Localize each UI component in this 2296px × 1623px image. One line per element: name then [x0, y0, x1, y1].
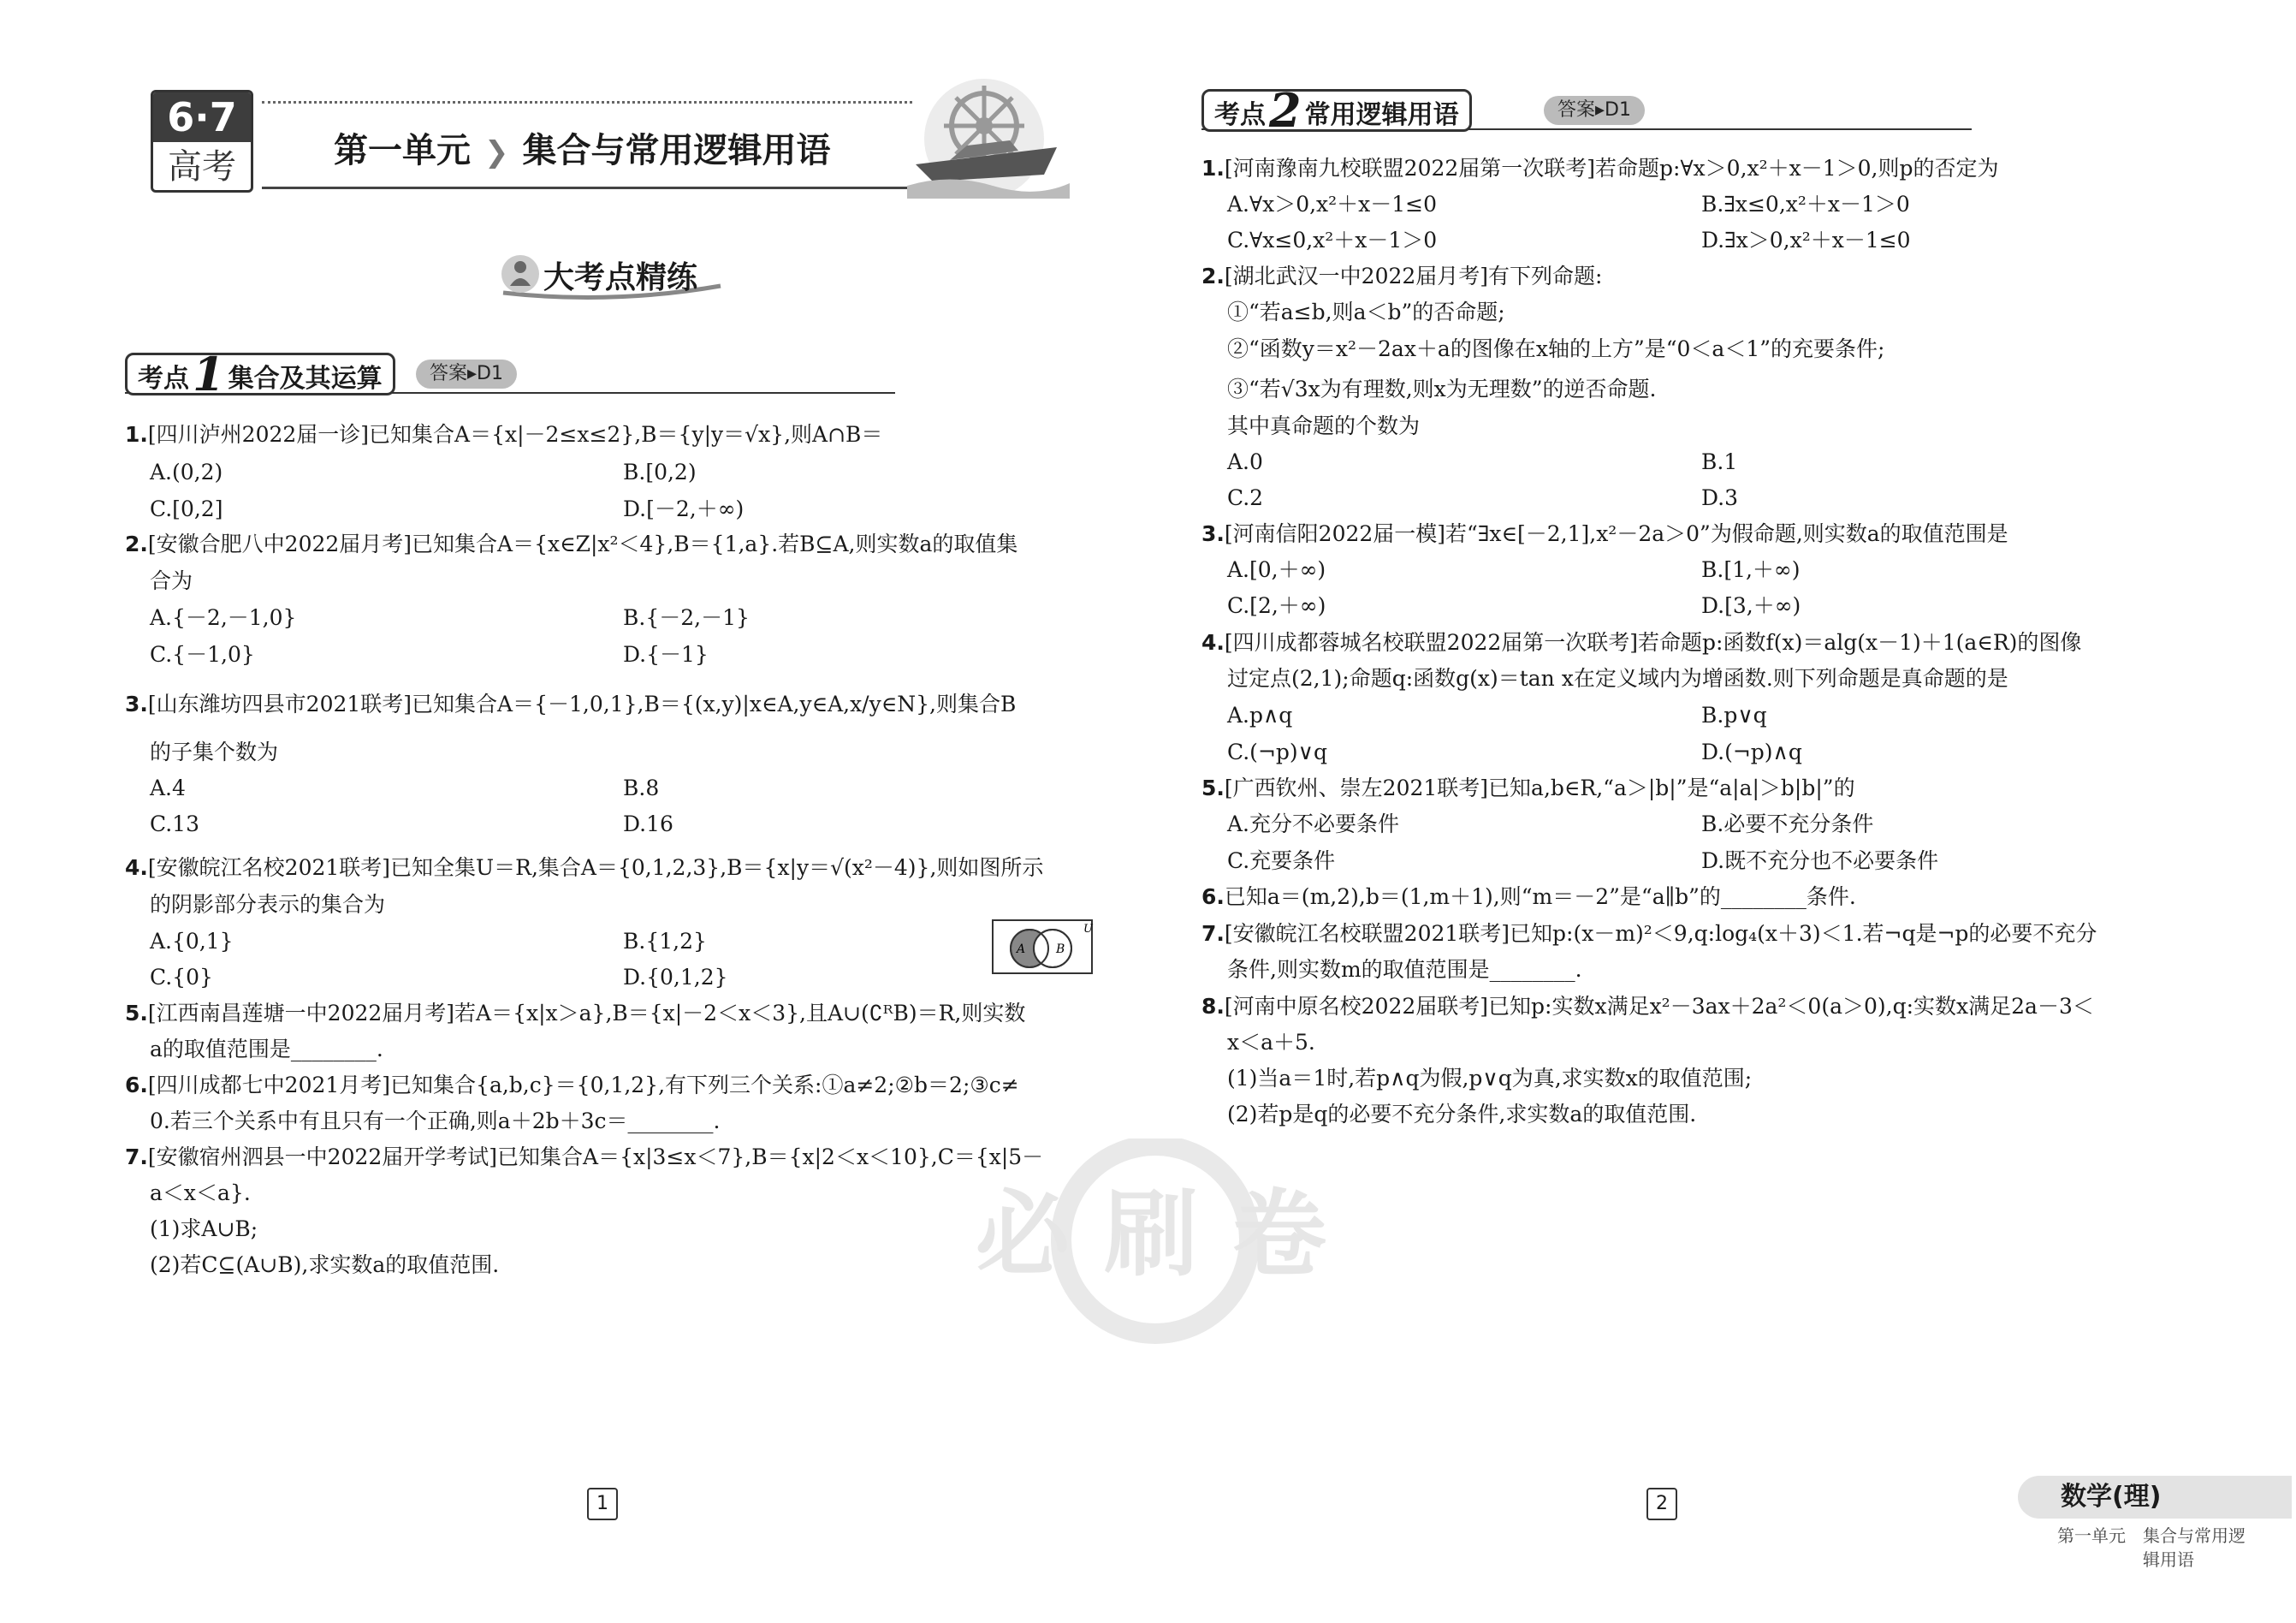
- question-4: 4.[安徽皖江名校2021联考]已知全集U＝R,集合A＝{0,1,2,3},B＝{x|y＝√(x²－4)},则如图所示: [125, 855, 1044, 880]
- question-4-cont: 的阴影部分表示的集合为: [150, 892, 386, 917]
- question-7-cont: 条件,则实数m的取值范围是________.: [1227, 957, 1582, 982]
- question-3-cont: 的子集个数为: [150, 740, 279, 764]
- option-a: A.4: [150, 776, 186, 800]
- option-d: D.{0,1,2}: [623, 965, 728, 990]
- statement-3: ③“若√3x为有理数,则x为无理数”的逆否命题.: [1227, 377, 1657, 401]
- logo-text: 高考: [168, 147, 236, 187]
- option-c: C.充要条件: [1227, 848, 1336, 873]
- question-7-part-1: (1)求A∪B;: [150, 1216, 258, 1241]
- topic-1-header: [125, 347, 895, 401]
- question-7-part-2: (2)若C⊆(A∪B),求实数a的取值范围.: [150, 1252, 500, 1277]
- option-b: B.p∨q: [1701, 703, 1767, 728]
- option-a: A.充分不必要条件: [1227, 812, 1400, 836]
- option-b: B.[1,＋∞): [1701, 557, 1801, 582]
- question-5: 5.[江西南昌莲塘一中2022届月考]若A＝{x|x＞a},B＝{x|－2＜x＜3},且A∪(∁ᴿB)＝R,则实数: [125, 1001, 1026, 1026]
- question-7: 7.[安徽皖江名校联盟2021联考]已知p:(x－m)²＜9,q:log₄(x＋3)＜1.若¬q是¬p的必要不充分: [1201, 921, 2097, 946]
- option-a: A.[0,＋∞): [1227, 557, 1326, 582]
- topic-label: 考点1 集合及其运算: [125, 353, 395, 395]
- header-rule: [262, 187, 912, 189]
- watermark-char-1: 必: [976, 1180, 1070, 1289]
- option-a: A.{0,1}: [150, 929, 234, 954]
- logo-number: 6·7: [153, 92, 251, 142]
- option-d: D.既不充分也不必要条件: [1701, 848, 1939, 873]
- option-a: A.p∧q: [1227, 703, 1293, 728]
- option-c: C.{－1,0}: [150, 642, 255, 667]
- subject-sub-1: 第一单元 集合与常用逻: [2057, 1525, 2246, 1546]
- subject-tab: 数学(理): [2018, 1476, 2292, 1519]
- answer-tag: 答案▸D1: [1544, 96, 1645, 125]
- option-d: D.[3,＋∞): [1701, 593, 1801, 618]
- question-5: 5.[广西钦州、崇左2021联考]已知a,b∈R,“a＞|b|”是“a|a|＞b|b|”的: [1201, 776, 1855, 800]
- question-4: 4.[四川成都蓉城名校联盟2022届第一次联考]若命题p:函数f(x)＝alg(x－1)＋1(a∈R)的图像: [1201, 630, 2082, 655]
- topic-2-header: [1201, 83, 1972, 138]
- unit-heading: [334, 123, 831, 172]
- question-1: 1.[河南豫南九校联盟2022届第一次联考]若命题p:∀x＞0,x²＋x－1＞0,则p的否定为: [1201, 156, 1999, 181]
- venn-label-b: B: [1056, 942, 1065, 956]
- option-a: A.∀x＞0,x²＋x－1≤0: [1227, 192, 1438, 217]
- option-d: D.∃x＞0,x²＋x－1≤0: [1701, 228, 1911, 253]
- venn-diagram: [991, 919, 1094, 975]
- option-a: A.{－2,－1,0}: [150, 605, 297, 630]
- option-b: B.1: [1701, 449, 1738, 474]
- option-a: A.(0,2): [150, 460, 223, 485]
- option-d: D.16: [623, 812, 673, 836]
- question-2: 2.[安徽合肥八中2022届月考]已知集合A＝{x∈Z|x²＜4},B＝{1,a}.若B⊆A,则实数a的取值集: [125, 532, 1018, 556]
- page-number-2: 2: [1646, 1488, 1677, 1520]
- question-3: 3.[山东潍坊四县市2021联考]已知集合A＝{－1,0,1},B＝{(x,y)|x∈A,y∈A,x/y∈N},则集合B: [125, 692, 1017, 716]
- question-2-cont: 合为: [150, 568, 193, 593]
- question-8-part-2: (2)若p是q的必要不充分条件,求实数a的取值范围.: [1227, 1102, 1697, 1127]
- option-c: C.2: [1227, 485, 1264, 510]
- unit-label: 第一单元: [334, 131, 471, 170]
- right-page: [1148, 0, 2296, 1623]
- venn-label-a: A: [1017, 942, 1026, 956]
- topic-label: 考点2 常用逻辑用语: [1201, 89, 1472, 132]
- statement-2: ②“函数y＝x²－2ax＋a的图像在x轴的上方”是“0＜a＜1”的充要条件;: [1227, 336, 1885, 361]
- ship-wheel-icon: [899, 79, 1070, 207]
- option-a: A.0: [1227, 449, 1263, 474]
- venn-label-u: U: [1083, 923, 1093, 936]
- question-3: 3.[河南信阳2022届一模]若“∃x∈[－2,1],x²－2a＞0”为假命题,则实数a的取值范围是: [1201, 521, 2008, 546]
- question-8-cont: x＜a＋5.: [1227, 1030, 1315, 1055]
- unit-title: 集合与常用逻辑用语: [522, 131, 831, 170]
- option-c: C.13: [150, 812, 199, 836]
- option-c: C.[0,2]: [150, 496, 223, 521]
- option-b: B.必要不充分条件: [1701, 812, 1874, 836]
- question-6: 6.[四川成都七中2021月考]已知集合{a,b,c}＝{0,1,2},有下列三个关系:①a≠2;②b＝2;③c≠: [125, 1073, 1019, 1097]
- option-b: B.{1,2}: [623, 929, 707, 954]
- question-6: 6.已知a＝(m,2),b＝(1,m＋1),则“m＝－2”是“a∥b”的________条件.: [1201, 884, 1856, 909]
- option-b: B.[0,2): [623, 460, 697, 485]
- option-d: D.[－2,＋∞): [623, 496, 745, 521]
- question-6-cont: 0.若三个关系中有且只有一个正确,则a＋2b＋3c＝________.: [150, 1109, 721, 1133]
- header-dotted-rule: [262, 101, 912, 104]
- option-d: D.3: [1701, 485, 1739, 510]
- question-7-cont: a＜x＜a}.: [150, 1180, 251, 1205]
- watermark-char-3: 卷: [1232, 1180, 1326, 1289]
- chevron-right-icon: ❯: [484, 135, 509, 169]
- feature-title: 大考点精练: [543, 260, 698, 295]
- question-1: 1.[四川泸州2022届一诊]已知集合A＝{x|－2≤x≤2},B＝{y|y＝√x},则A∩B＝: [125, 422, 883, 447]
- question-7: 7.[安徽宿州泗县一中2022届开学考试]已知集合A＝{x|3≤x＜7},B＝{x|2＜x＜10},C＝{x|5－: [125, 1144, 1044, 1169]
- option-c: C.∀x≤0,x²＋x－1＞0: [1227, 228, 1438, 253]
- question-8-part-1: (1)当a＝1时,若p∧q为假,p∨q为真,求实数x的取值范围;: [1227, 1066, 1753, 1091]
- option-c: C.(¬p)∨q: [1227, 740, 1327, 764]
- question-2: 2.[湖北武汉一中2022届月考]有下列命题:: [1201, 264, 1603, 288]
- option-b: B.{－2,－1}: [623, 605, 750, 630]
- option-b: B.∃x≤0,x²＋x－1＞0: [1701, 192, 1910, 217]
- question-8: 8.[河南中原名校2022届联考]已知p:实数x满足x²－3ax＋2a²＜0(a＞0),q:实数x满足2a－3＜: [1201, 994, 2094, 1019]
- option-d: D.{－1}: [623, 642, 709, 667]
- option-c: C.[2,＋∞): [1227, 593, 1326, 618]
- question-5-cont: a的取值范围是________.: [150, 1037, 383, 1061]
- page-number-1: 1: [587, 1488, 618, 1520]
- watermark-char-2: 刷: [1104, 1180, 1198, 1289]
- option-b: B.8: [623, 776, 660, 800]
- answer-tag: 答案▸D1: [416, 360, 517, 389]
- option-d: D.(¬p)∧q: [1701, 740, 1802, 764]
- series-logo: [151, 90, 253, 193]
- subject-sub-2: 辑用语: [2143, 1549, 2194, 1570]
- option-c: C.{0}: [150, 965, 213, 990]
- statement-1: ①“若a≤b,则a＜b”的否命题;: [1227, 300, 1505, 324]
- question-4-cont: 过定点(2,1);命题q:函数g(x)＝tan x在定义域内为增函数.则下列命题是真命题的是: [1227, 666, 2008, 691]
- question-2-ask: 其中真命题的个数为: [1227, 413, 1421, 438]
